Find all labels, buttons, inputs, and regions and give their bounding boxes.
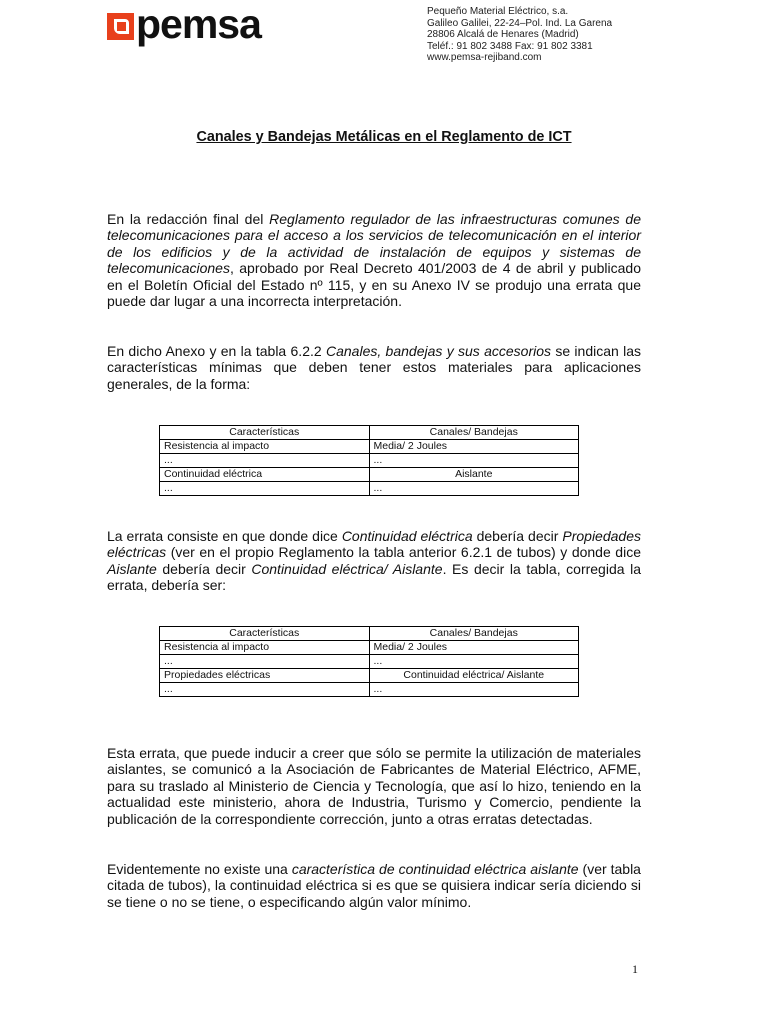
table-row [160, 482, 579, 496]
table-cell: Media/ 2 Joules [369, 440, 579, 454]
company-street: Galileo Galilei, 22-24–Pol. Ind. La Garena [427, 17, 613, 29]
p3-term-continuity: Continuidad eléctrica [341, 528, 473, 544]
table-row [160, 454, 579, 468]
table-cell: Resistencia al impacto [160, 440, 370, 454]
pemsa-logo-mark-icon [107, 13, 134, 40]
paragraph-errata [107, 528, 641, 594]
p3-text-g: debería decir [156, 560, 252, 577]
table-cell: ... [369, 655, 579, 669]
table-row [160, 655, 579, 669]
p3-term-corrected: Continuidad eléctrica/ Aislante [251, 560, 443, 577]
table-cell: ... [369, 454, 579, 468]
table-cell: Resistencia al impacto [160, 641, 370, 655]
table-row [160, 683, 579, 697]
table-header-cell: Características [160, 426, 370, 440]
table-original [159, 425, 579, 496]
table-header-cell: Características [160, 627, 370, 641]
table-row [160, 440, 579, 454]
p5-text-a: Evidentemente no existe una [107, 861, 292, 877]
p2-table-name: Canales, bandejas y sus accesorios [325, 343, 552, 359]
p3-text-c: debería decir [472, 528, 563, 544]
company-name: Pequeño Material Eléctrico, s.a. [427, 6, 569, 17]
table-cell: Continuidad eléctrica [160, 468, 370, 482]
p1-text-c: , aprobado por Real Decreto 401/2003 de 4 de abril y publicado en el Boletín Oficial del Estado nº 115, y en su Anexo IV se produjo una errata que puede dar lugar a una incorrecta interpretación. [107, 260, 641, 310]
paragraph-annex [107, 343, 641, 392]
table-cell: ... [369, 683, 579, 697]
table-row [160, 641, 579, 655]
pemsa-logo [107, 1, 261, 47]
paragraph-conclusion [107, 861, 641, 910]
table-cell: ... [160, 454, 370, 468]
company-phone-fax: Teléf.: 91 802 3488 Fax: 91 802 3381 [427, 40, 593, 52]
p3-term-properties: Propiedades eléctricas [107, 528, 641, 561]
company-city: 28806 Alcalá de Henares (Madrid) [427, 29, 579, 41]
table-cell: ... [369, 482, 579, 496]
paragraph-afme: Esta errata, que puede inducir a creer que sólo se permite la utilización de materiales aislantes, se comunicó a la Asociación de Fabricantes de Material Eléctrico, AFME, para su traslado al Ministerio de Ciencia y Tecnología, que así lo hizo, teniendo en la actualidad este ministerio, ahora de Industria, Turismo y Comercio, pendiente la publicación de la correspondiente corrección, junto a otras erratas detectadas. [107, 745, 641, 827]
company-address-block [427, 6, 612, 64]
table-row [160, 669, 579, 683]
document-title: Canales y Bandejas Metálicas en el Reglamento de ICT [196, 129, 572, 145]
table-corrected [159, 626, 579, 697]
table-cell: ... [160, 482, 370, 496]
p3-text-a: La errata consiste en que donde dice [107, 528, 342, 544]
p2-text-c: se indican las características mínimas que deben tener estos materiales para aplicaciones generales, de la forma: [107, 343, 641, 392]
p5-term: característica de continuidad eléctrica aislante [291, 861, 579, 877]
table-header-cell: Canales/ Bandejas [369, 627, 579, 641]
p3-term-insulating: Aislante [107, 560, 157, 577]
table-header-row [160, 627, 579, 641]
table-cell: ... [160, 655, 370, 669]
table-cell: Propiedades eléctricas [160, 669, 370, 683]
table-row [160, 468, 579, 482]
logo-text: pemsa [136, 1, 261, 47]
p3-text-i: . Es decir la tabla, corregida la errata, debería ser: [107, 560, 641, 594]
p1-regulation-title: Reglamento regulador de las infraestructuras comunes de telecomunicaciones para el acceso a los servicios de telecomunicación en el interior de los edificios y de la actividad de instalación de equipos y sistemas de telecomunicaciones [107, 211, 641, 277]
table-cell: Continuidad eléctrica/ Aislante [369, 669, 579, 683]
p3-text-e: (ver en el propio Reglamento la tabla anterior 6.2.1 de tubos) y donde dice [166, 544, 641, 561]
table-header-cell: Canales/ Bandejas [369, 426, 579, 440]
page-number: 1 [632, 962, 638, 976]
table-cell: Aislante [369, 468, 579, 482]
company-website: www.pemsa-rejiband.com [427, 52, 542, 64]
p5-text-c: (ver tabla citada de tubos), la continuidad eléctrica si es que se quisiera indicar sería diciendo si se tiene o no se tiene, o especificando algún valor mínimo. [107, 861, 641, 910]
table-cell: ... [160, 683, 370, 697]
table-cell: Media/ 2 Joules [369, 641, 579, 655]
p1-text-a: En la redacción final del [107, 211, 270, 227]
paragraph-intro [107, 211, 641, 309]
table-header-row [160, 426, 579, 440]
p2-text-a: En dicho Anexo y en la tabla 6.2.2 [107, 343, 326, 359]
